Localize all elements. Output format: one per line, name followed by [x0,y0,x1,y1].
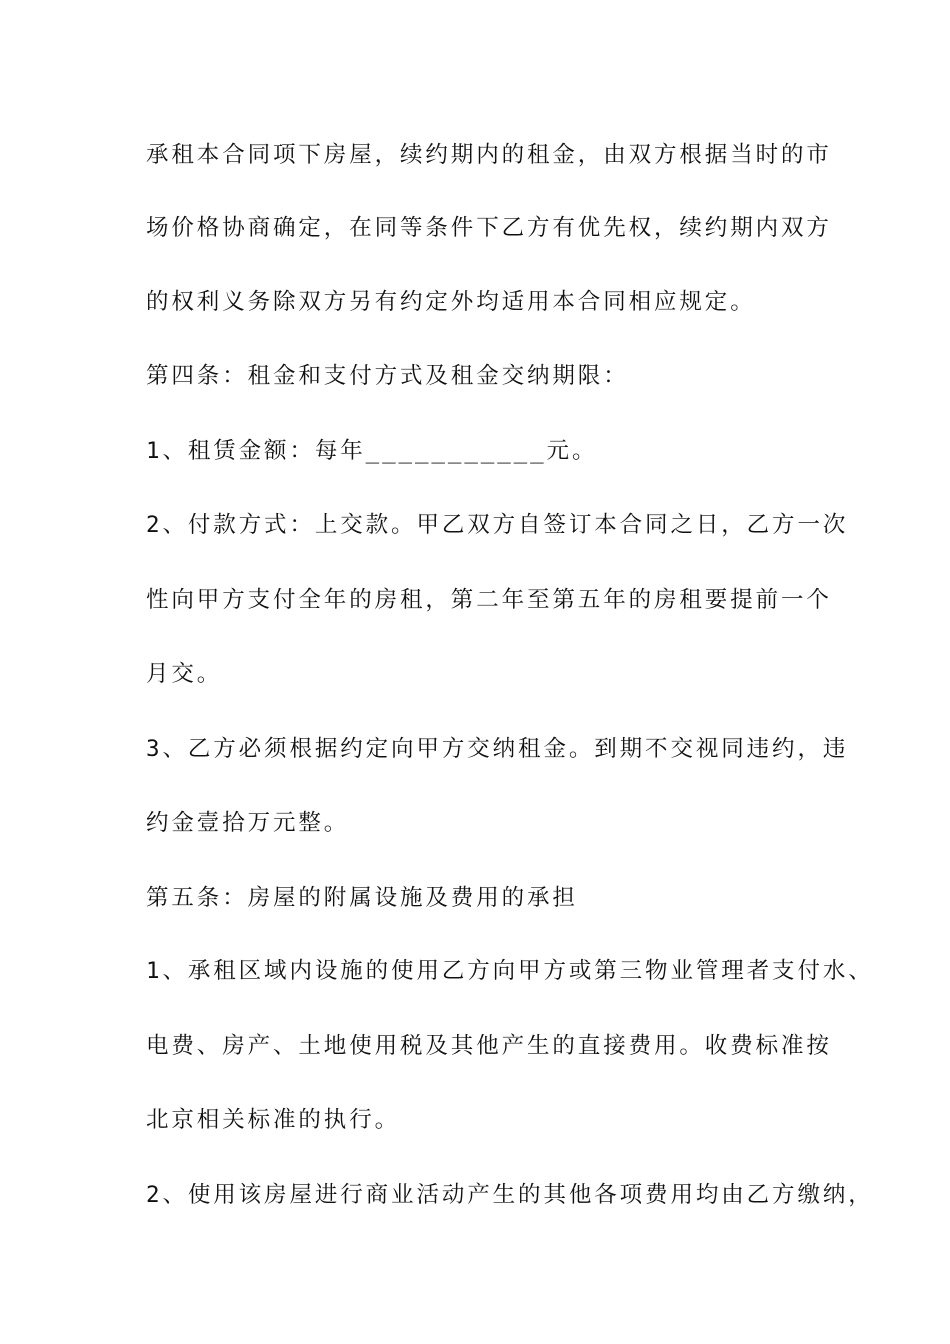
paragraph-line: 性向甲方支付全年的房租，第二年至第五年的房租要提前一个 [146,587,832,613]
paragraph-line: 的权利义务除双方另有约定外均适用本合同相应规定。 [146,289,756,315]
paragraph-line: 2、付款方式：上交款。甲乙双方自签订本合同之日，乙方一次 [146,512,849,538]
paragraph-line: 1、承租区域内设施的使用乙方向甲方或第三物业管理者支付水、 [146,958,874,984]
paragraph-line: 1、租赁金额：每年___________元。 [146,438,598,464]
paragraph-line: 2、使用该房屋进行商业活动产生的其他各项费用均由乙方缴纳， [146,1182,874,1208]
paragraph-line: 承租本合同项下房屋，续约期内的租金，由双方根据当时的市 [146,142,832,168]
section-heading: 第五条：房屋的附属设施及费用的承担 [146,885,578,911]
section-heading: 第四条：租金和支付方式及租金交纳期限： [146,363,629,389]
paragraph-line: 场价格协商确定，在同等条件下乙方有优先权，续约期内双方 [146,215,832,241]
paragraph-line: 月交。 [146,661,223,687]
paragraph-line: 约金壹拾万元整。 [146,810,350,836]
paragraph-line: 电费、房产、土地使用税及其他产生的直接费用。收费标准按 [146,1033,832,1059]
paragraph-line: 北京相关标准的执行。 [146,1107,401,1133]
paragraph-line: 3、乙方必须根据约定向甲方交纳租金。到期不交视同违约，违 [146,736,849,762]
